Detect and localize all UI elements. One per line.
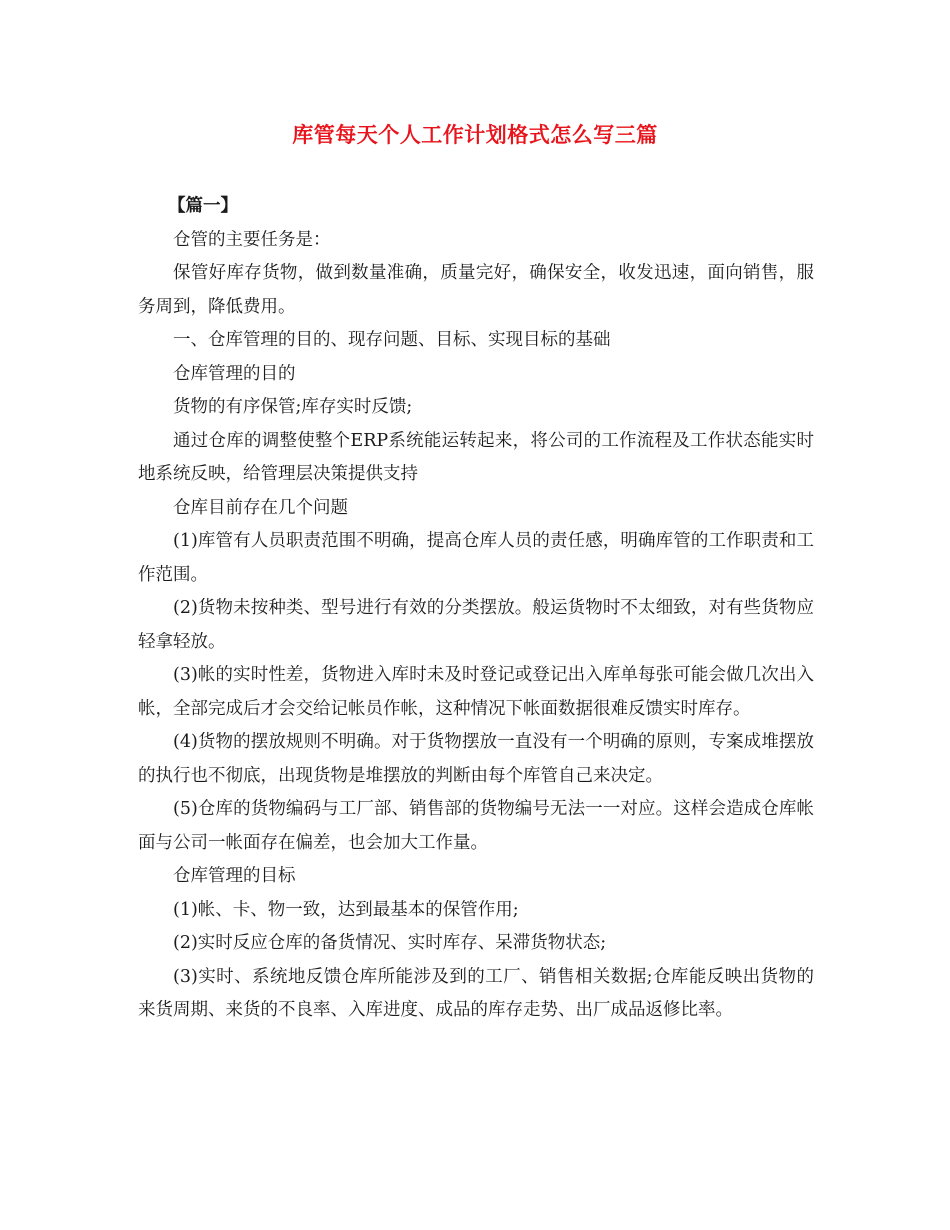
paragraph: 通过仓库的调整使整个ERP系统能运转起来，将公司的工作流程及工作状态能实时地系统反映，给管理层决策提供支持 bbox=[138, 430, 814, 484]
paragraph: 仓库管理的目的 bbox=[173, 363, 296, 384]
section-heading: 【篇一】 bbox=[168, 196, 238, 216]
paragraph: (2)货物未按种类、型号进行有效的分类摆放。般运货物时不太细致，对有些货物应轻拿轻放。 bbox=[138, 598, 814, 652]
paragraph: 仓库目前存在几个问题 bbox=[173, 497, 348, 518]
paragraph: 一、仓库管理的目的、现存问题、目标、实现目标的基础 bbox=[173, 330, 611, 350]
paragraph: (1)帐、卡、物一致，达到最基本的保管作用; bbox=[173, 899, 519, 920]
document-body bbox=[138, 190, 814, 1028]
paragraph: (3)帐的实时性差，货物进入库时未及时登记或登记出入库单每张可能会做几次出入帐，全部完成后才会交给记帐员作帐，这种情况下帐面数据很难反馈实时库存。 bbox=[138, 665, 814, 719]
paragraph: 保管好库存货物，做到数量准确，质量完好，确保安全，收发迅速，面向销售，服务周到，降低费用。 bbox=[138, 263, 814, 317]
paragraph: (3)实时、系统地反馈仓库所能涉及到的工厂、销售相关数据;仓库能反映出货物的来货周期、来货的不良率、入库进度、成品的库存走势、出厂成品返修比率。 bbox=[138, 966, 814, 1020]
paragraph: (2)实时反应仓库的备货情况、实时库存、呆滞货物状态; bbox=[173, 933, 607, 953]
paragraph: (4)货物的摆放规则不明确。对于货物摆放一直没有一个明确的原则，专案成堆摆放的执行也不彻底，出现货物是堆摆放的判断由每个库管自己来决定。 bbox=[138, 732, 814, 786]
paragraph: 仓库管理的目标 bbox=[173, 866, 296, 886]
paragraph: 仓管的主要任务是： bbox=[173, 229, 331, 250]
document-title: 库管每天个人工作计划格式怎么写三篇 bbox=[292, 122, 658, 147]
paragraph: 货物的有序保管;库存实时反馈; bbox=[173, 397, 413, 417]
paragraph: (1)库管有人员职责范围不明确，提高仓库人员的责任感，明确库管的工作职责和工作范围。 bbox=[138, 531, 814, 585]
paragraph: (5)仓库的货物编码与工厂部、销售部的货物编号无法一一对应。这样会造成仓库帐面与公司一帐面存在偏差，也会加大工作量。 bbox=[138, 799, 814, 853]
